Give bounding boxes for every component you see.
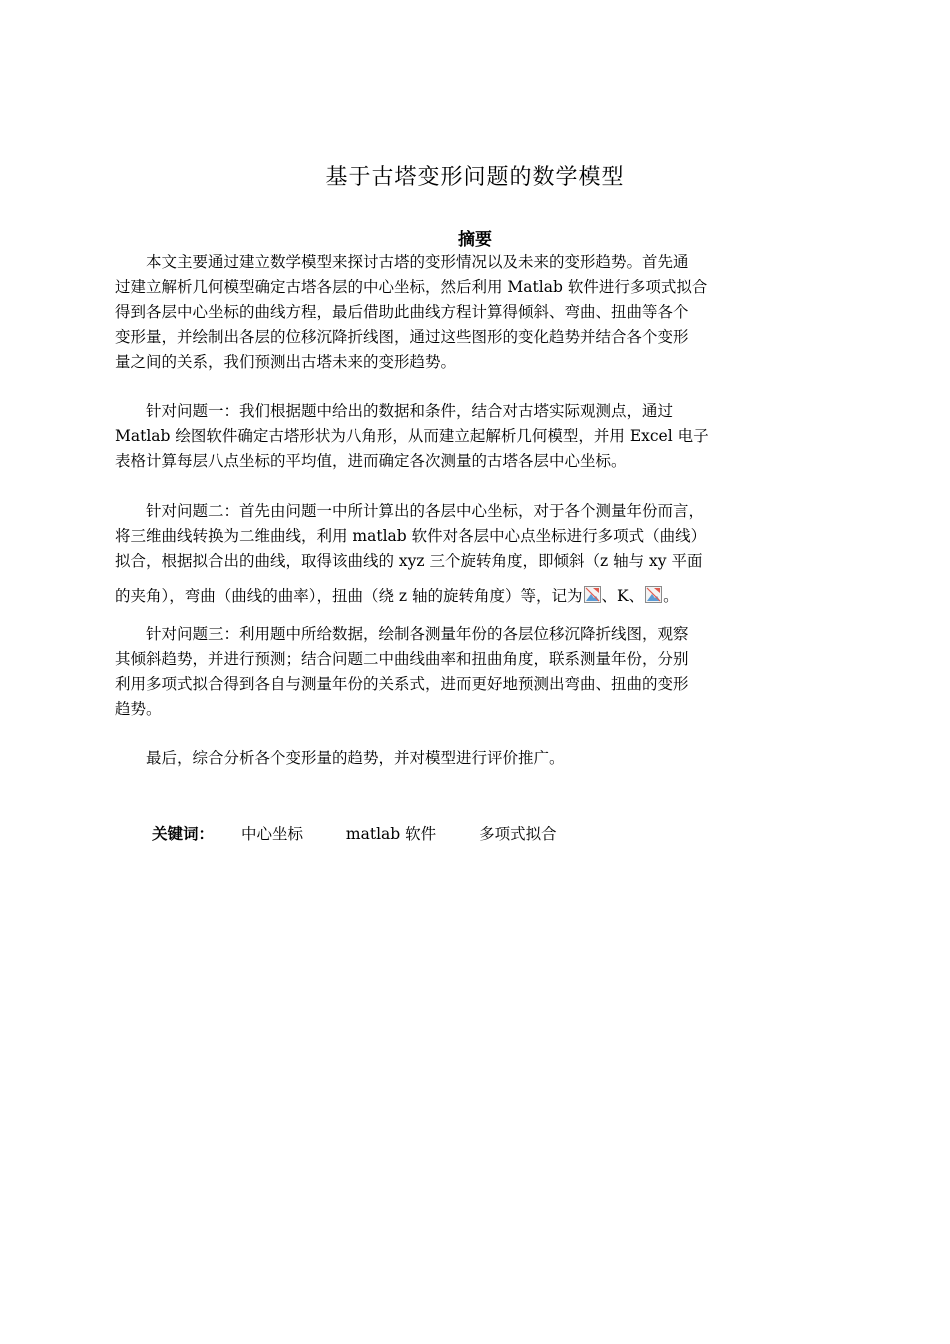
paragraph-line: 针对问题三：利用题中所给数据，绘制各测量年份的各层位移沉降折线图，观察 bbox=[146, 625, 689, 643]
keyword-item: matlab 软件 bbox=[345, 825, 437, 843]
paragraph-line: 将三维曲线转换为二维曲线，利用 matlab 软件对各层中心点坐标进行多项式（曲线） bbox=[115, 527, 707, 545]
paragraph-line: 变形量，并绘制出各层的位移沉降折线图，通过这些图形的变化趋势并结合各个变形 bbox=[115, 328, 689, 346]
paragraph-line: 利用多项式拟合得到各自与测量年份的关系式，进而更好地预测出弯曲、扭曲的变形 bbox=[115, 675, 689, 693]
abstract-heading: 摘要 bbox=[458, 230, 492, 250]
abstract-paragraph-1 bbox=[115, 250, 837, 375]
paragraph-line: 针对问题二：首先由问题一中所计算出的各层中心坐标，对于各个测量年份而言， bbox=[146, 502, 705, 520]
paragraph-line: 最后，综合分析各个变形量的趋势，并对模型进行评价推广。 bbox=[146, 749, 565, 767]
paragraph-line: 拟合，根据拟合出的曲线，取得该曲线的 xyz 三个旋转角度，即倾斜（z 轴与 xy 平面 bbox=[115, 552, 703, 570]
paragraph-line: 过建立解析几何模型确定古塔各层的中心坐标，然后利用 Matlab 软件进行多项式拟合 bbox=[115, 278, 708, 296]
keyword-item: 中心坐标 bbox=[240, 825, 303, 843]
broken-image-icon bbox=[584, 586, 601, 603]
paragraph-line: 其倾斜趋势，并进行预测；结合问题二中曲线曲率和扭曲角度，联系测量年份，分别 bbox=[115, 650, 689, 668]
abstract-paragraph-4 bbox=[115, 622, 837, 722]
abstract-paragraph-5 bbox=[115, 746, 837, 771]
paragraph-line: 针对问题一：我们根据题中给出的数据和条件，结合对古塔实际观测点，通过 bbox=[146, 402, 674, 420]
paragraph-line: Matlab 绘图软件确定古塔形状为八角形，从而建立起解析几何模型，并用 Excel 电子 bbox=[115, 427, 709, 445]
paragraph-line: 表格计算每层八点坐标的平均值，进而确定各次测量的古塔各层中心坐标。 bbox=[115, 452, 627, 470]
keywords-line bbox=[152, 822, 595, 844]
paragraph-line: 本文主要通过建立数学模型来探讨古塔的变形情况以及未来的变形趋势。首先通 bbox=[146, 253, 689, 271]
paragraph-line: 得到各层中心坐标的曲线方程，最后借助此曲线方程计算得倾斜、弯曲、扭曲等各个 bbox=[115, 303, 689, 321]
keyword-item: 多项式拟合 bbox=[479, 825, 557, 843]
abstract-paragraph-3 bbox=[115, 499, 837, 574]
abstract-paragraph-3-last-line bbox=[115, 584, 837, 609]
abstract-paragraph-2 bbox=[115, 399, 837, 474]
paragraph-text: 。 bbox=[663, 587, 679, 605]
document-title: 基于古塔变形问题的数学模型 bbox=[325, 165, 625, 190]
broken-image-icon bbox=[645, 586, 662, 603]
paragraph-text: 、K、 bbox=[601, 587, 645, 605]
paragraph-line bbox=[115, 584, 837, 609]
paragraph-line: 趋势。 bbox=[115, 700, 162, 718]
paragraph-line: 量之间的关系，我们预测出古塔未来的变形趋势。 bbox=[115, 353, 457, 371]
paragraph-text: 的夹角），弯曲（曲线的曲率），扭曲（绕 z 轴的旋转角度）等，记为 bbox=[115, 587, 583, 605]
keywords-label: 关键词： bbox=[152, 825, 215, 843]
